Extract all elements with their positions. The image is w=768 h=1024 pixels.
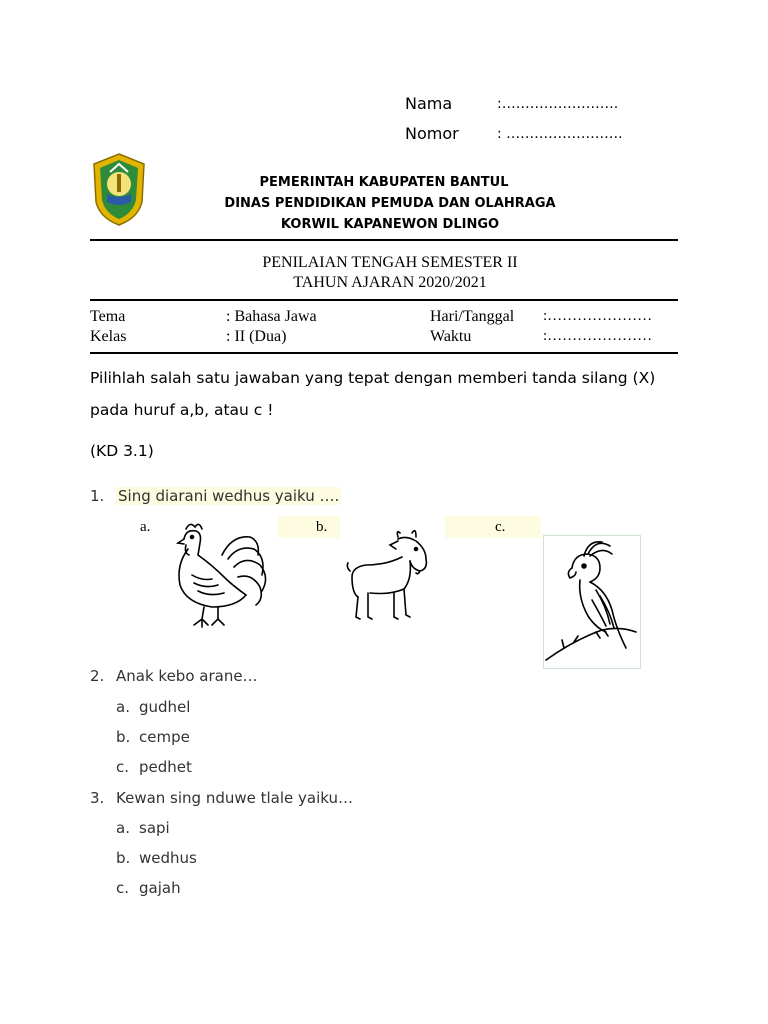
kd-label: (KD 3.1) [90, 442, 154, 460]
kelas-value: : II (Dua) [226, 328, 287, 345]
question-1-text: Sing diarani wedhus yaiku …. [118, 487, 340, 505]
hari-field[interactable]: :………………… [543, 308, 653, 324]
option-2c-letter[interactable]: c. [116, 758, 130, 776]
option-3b-text[interactable]: wedhus [139, 849, 197, 867]
question-2-number: 2. [90, 667, 105, 685]
number-field[interactable]: : ……………………. [497, 126, 623, 142]
highlight-strip [445, 516, 541, 538]
option-2b-letter[interactable]: b. [116, 728, 131, 746]
tema-value: : Bahasa Jawa [226, 308, 317, 325]
letterhead-line-3: KORWIL KAPANEWON DLINGO [280, 217, 500, 232]
cockatoo-image[interactable] [543, 535, 641, 669]
option-3c-text[interactable]: gajah [139, 879, 181, 897]
hari-label: Hari/Tanggal [430, 308, 515, 325]
question-1-number: 1. [90, 487, 105, 505]
option-3b-letter[interactable]: b. [116, 849, 131, 867]
info-divider [90, 352, 678, 354]
highlight-strip [278, 516, 340, 538]
question-3-text: Kewan sing nduwe tlale yaiku… [116, 789, 354, 807]
letterhead-divider [90, 239, 678, 241]
letterhead-line-1: PEMERINTAH KABUPATEN BANTUL [259, 175, 509, 190]
option-2b-text[interactable]: cempe [139, 728, 190, 746]
name-label: Nama [405, 94, 453, 113]
goat-image[interactable] [346, 527, 436, 627]
question-3-number: 3. [90, 789, 105, 807]
option-1a-letter[interactable]: a. [140, 519, 151, 535]
exam-title: PENILAIAN TENGAH SEMESTER II [262, 254, 518, 271]
option-1b-letter[interactable]: b. [316, 519, 328, 535]
waktu-field[interactable]: :………………… [543, 328, 653, 344]
tema-label: Tema [90, 308, 126, 325]
title-divider-top [90, 299, 678, 301]
instruction-line-2: pada huruf a,b, atau c ! [90, 401, 274, 419]
option-1c-letter[interactable]: c. [495, 519, 506, 535]
option-3a-text[interactable]: sapi [139, 819, 170, 837]
option-3c-letter[interactable]: c. [116, 879, 130, 897]
rooster-image[interactable] [162, 515, 280, 633]
instruction-line-1: Pilihlah salah satu jawaban yang tepat dengan memberi tanda silang (X) [90, 369, 656, 387]
option-2c-text[interactable]: pedhet [139, 758, 192, 776]
option-2a-letter[interactable]: a. [116, 698, 130, 716]
name-field[interactable]: :……………………. [497, 96, 619, 112]
waktu-label: Waktu [430, 328, 472, 345]
kelas-label: Kelas [90, 328, 127, 345]
question-2-text: Anak kebo arane… [116, 667, 258, 685]
option-3a-letter[interactable]: a. [116, 819, 130, 837]
letterhead-line-2: DINAS PENDIDIKAN PEMUDA DAN OLAHRAGA [224, 196, 556, 211]
option-2a-text[interactable]: gudhel [139, 698, 191, 716]
exam-year: TAHUN AJARAN 2020/2021 [293, 274, 487, 291]
number-label: Nomor [405, 124, 459, 143]
